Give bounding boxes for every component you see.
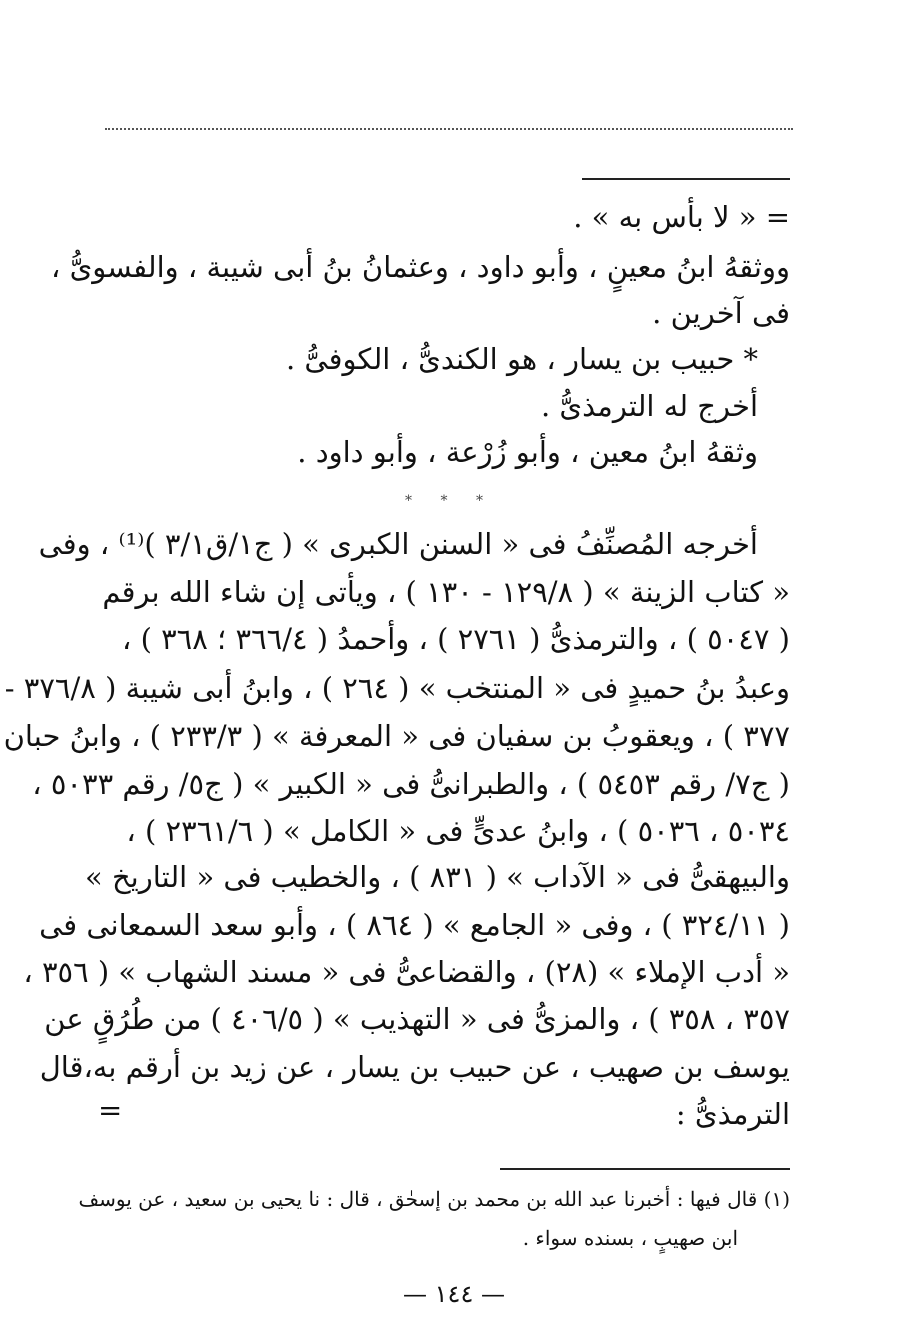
takhrij-line: ٣٥٧ ، ٣٥٨ ) ، والمزىُّ فى « التهذيب » ( ٤٠٦/٥ ) من طُرُقٍ عن bbox=[44, 1002, 790, 1036]
takhrij-line: أخرجه المُصنِّفُ فى « السنن الكبرى » ( ج١/ق٣/١ )⁽¹⁾ ، وفى bbox=[38, 527, 758, 561]
intro-line: فى آخرين . bbox=[652, 296, 790, 330]
continuation-rule bbox=[582, 178, 790, 180]
takhrij-line: ٥٠٣٤ ، ٥٠٣٦ ) ، وابنُ عدىٍّ فى « الكامل » ( ٢٣٦١/٦ ) ، bbox=[126, 814, 790, 848]
takhrij-line: يوسف بن صهيب ، عن حبيب بن يسار ، عن زيد بن أرقم به،قال bbox=[39, 1050, 790, 1084]
takhrij-line: ( ٣٢٤/١١ ) ، وفى « الجامع » ( ٨٦٤ ) ، وأبو سعد السمعانى فى bbox=[39, 908, 790, 942]
page-number: — ١٤٤ — bbox=[403, 1280, 505, 1308]
footnote-line: (١) قال فيها : أخبرنا عبد الله بن محمد بن إسحٰق ، قال : نا يحيى بن سعيد ، عن يوسف bbox=[78, 1187, 790, 1211]
takhrij-line: « أدب الإملاء » (٢٨) ، والقضاعىُّ فى « مسند الشهاب » ( ٣٥٦ ، bbox=[23, 955, 790, 989]
header-dotted-rule bbox=[105, 128, 793, 130]
takhrij-line: « كتاب الزينة » ( ١٢٩/٨ - ١٣٠ ) ، ويأتى إن شاء الله برقم bbox=[102, 575, 790, 609]
narrator-line: * حبيب بن يسار ، هو الكندىُّ ، الكوفىُّ . bbox=[285, 342, 758, 376]
narrator-line: أخرج له الترمذىُّ . bbox=[540, 389, 758, 423]
takhrij-line: الترمذىُّ : bbox=[675, 1097, 790, 1131]
takhrij-line: ٣٧٧ ) ، ويعقوبُ بن سفيان فى « المعرفة » ( ٢٣٣/٣ ) ، وابنُ حبان bbox=[3, 719, 790, 753]
takhrij-line: وعبدُ بنُ حميدٍ فى « المنتخب » ( ٢٦٤ ) ، وابنُ أبى شيبة ( ٣٧٦/٨ - bbox=[4, 671, 790, 705]
footnote-line: ابن صهيبٍ ، بسنده سواء . bbox=[522, 1226, 738, 1250]
takhrij-line: ( ج٧/ رقم ٥٤٥٣ ) ، والطبرانىُّ فى « الكبير » ( ج٥/ رقم ٥٠٣٣ ، bbox=[32, 767, 790, 801]
takhrij-line: والبيهقىُّ فى « الآداب » ( ٨٣١ ) ، والخطيب فى « التاريخ » bbox=[85, 860, 790, 894]
narrator-line: وثقهُ ابنُ معين ، وأبو زُرْعة ، وأبو داود . bbox=[297, 435, 758, 469]
footnote-rule bbox=[500, 1168, 790, 1170]
continuation-mark: = bbox=[98, 1093, 123, 1127]
intro-line: ووثقهُ ابنُ معينٍ ، وأبو داود ، وعثمانُ بنُ أبى شيبة ، والفسوىُّ ، bbox=[50, 250, 790, 284]
takhrij-line: ( ٥٠٤٧ ) ، والترمذىُّ ( ٢٧٦١ ) ، وأحمدُ ( ٣٦٦/٤ ؛ ٣٦٨ ) ، bbox=[121, 622, 790, 656]
section-separator: * * * bbox=[405, 493, 495, 509]
intro-line: = « لا بأس به » . bbox=[573, 200, 790, 234]
